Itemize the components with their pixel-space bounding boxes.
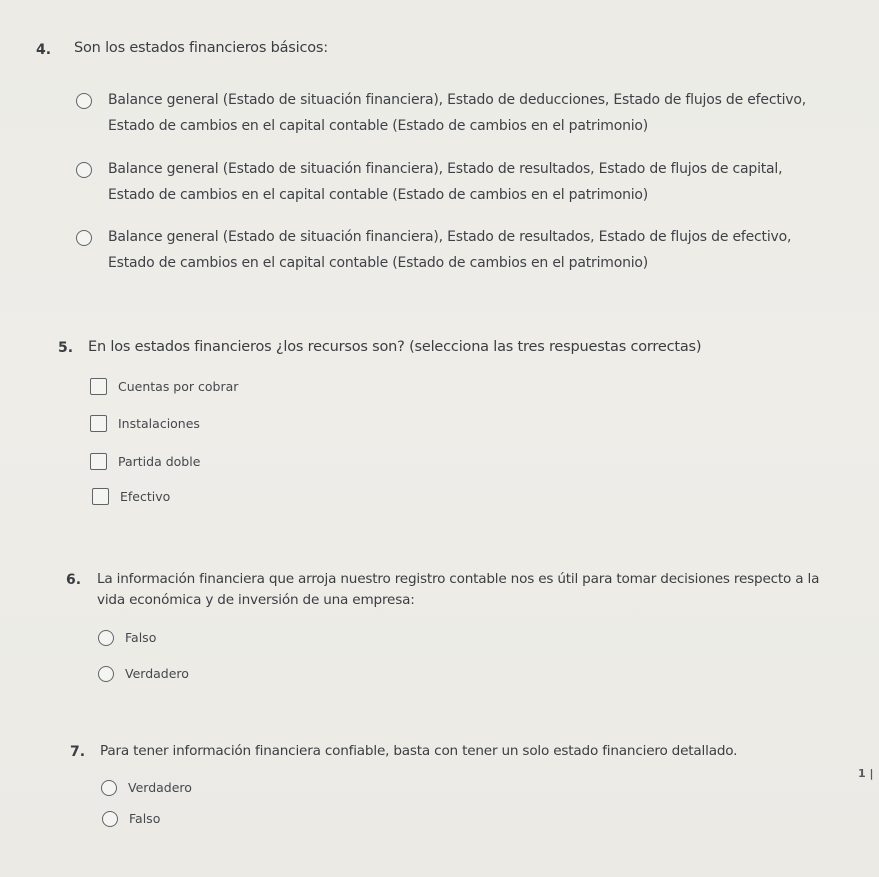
checkbox-option[interactable] (90, 412, 200, 435)
option-text-line: Balance general (Estado de situación financiera), Estado de resultados, Estado de flujos de capital, (108, 161, 783, 177)
checkbox[interactable] (90, 378, 107, 395)
corner-mark: 1 | (858, 767, 874, 780)
option-label: Falso (129, 811, 161, 826)
option-text-line: Balance general (Estado de situación financiera), Estado de deducciones, Estado de flujos de efectivo, (108, 92, 806, 108)
radio-button[interactable] (76, 162, 92, 178)
radio-option[interactable] (76, 158, 782, 207)
option-label: Cuentas por cobrar (118, 379, 239, 394)
radio-button[interactable] (98, 630, 114, 646)
option-text-line: Estado de cambios en el capital contable (Estado de cambios en el patrimonio) (108, 118, 649, 134)
checkbox-option[interactable] (92, 485, 170, 508)
radio-button[interactable] (76, 93, 92, 109)
option-label: Partida doble (118, 454, 201, 469)
radio-button[interactable] (102, 811, 118, 827)
option-label: Verdadero (128, 780, 192, 795)
option-label: Falso (125, 630, 157, 645)
radio-button[interactable] (76, 230, 92, 246)
checkbox[interactable] (92, 488, 109, 505)
checkbox-option[interactable] (90, 375, 238, 398)
question-text: Para tener información financiera confiable, basta con tener un solo estado financiero detallado. (100, 743, 738, 759)
radio-button[interactable] (98, 666, 114, 682)
radio-option[interactable] (76, 89, 806, 138)
question-text: En los estados financieros ¿los recursos son? (selecciona las tres respuestas correctas) (88, 339, 702, 355)
option-label: Verdadero (125, 666, 189, 681)
radio-option[interactable] (102, 807, 160, 830)
radio-button[interactable] (101, 780, 117, 796)
checkbox-option[interactable] (90, 450, 200, 473)
question-text: Son los estados financieros básicos: (74, 40, 328, 56)
option-text-line: Estado de cambios en el capital contable (Estado de cambios en el patrimonio) (108, 187, 649, 203)
question-text-line: La información financiera que arroja nuestro registro contable nos es útil para tomar decisiones respecto a la (97, 571, 820, 587)
option-label: Instalaciones (118, 416, 200, 431)
question-number: 7. (70, 744, 86, 760)
radio-option[interactable] (98, 626, 156, 649)
radio-option[interactable] (101, 776, 192, 799)
option-text-line: Balance general (Estado de situación financiera), Estado de resultados, Estado de flujos de efectivo, (108, 229, 792, 245)
question-text-line: vida económica y de inversión de una empresa: (97, 592, 415, 608)
question-number: 4. (36, 42, 52, 58)
option-text-line: Estado de cambios en el capital contable (Estado de cambios en el patrimonio) (108, 255, 649, 271)
radio-option[interactable] (98, 662, 189, 685)
radio-option[interactable] (76, 226, 791, 275)
question-number: 5. (58, 340, 74, 356)
checkbox[interactable] (90, 453, 107, 470)
option-label: Efectivo (120, 489, 171, 504)
checkbox[interactable] (90, 415, 107, 432)
question-number: 6. (66, 572, 82, 588)
